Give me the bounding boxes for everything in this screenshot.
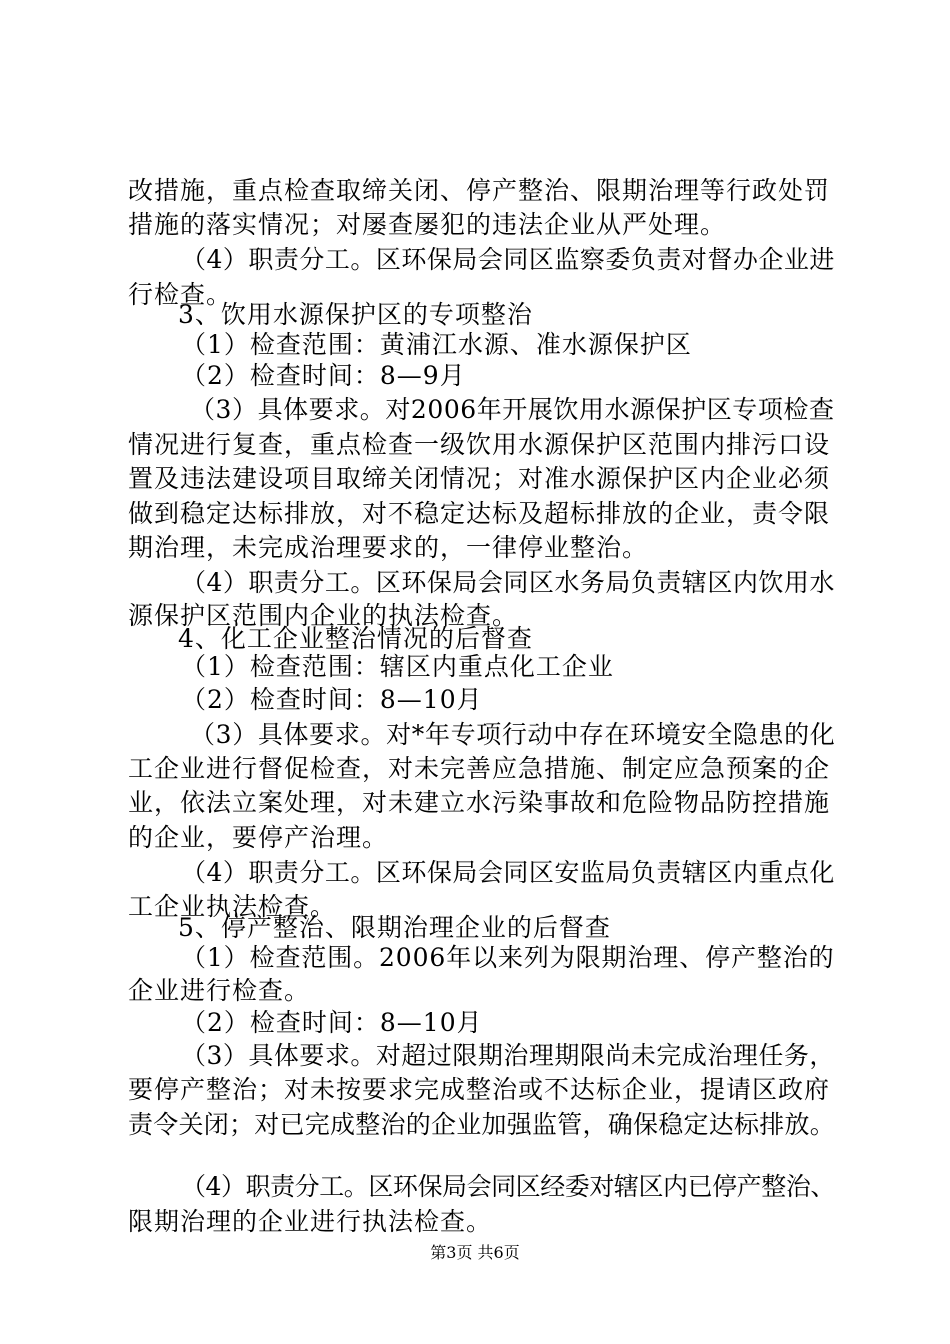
text-line: 情况进行复查，重点检查一级饮用水源保护区范围内排污口设 (128, 430, 831, 459)
text-line: （3）具体要求。对2006年开展饮用水源保护区专项检查 (190, 395, 835, 424)
text-line: 工企业进行督促检查，对未完善应急措施、制定应急预案的企 (128, 754, 831, 783)
text-line: 业，依法立案处理，对未建立水污染事故和危险物品防控措施 (128, 788, 831, 817)
text-line: 措施的落实情况；对屡查屡犯的违法企业从严处理。 (128, 210, 727, 239)
text-line: （1）检查范围：辖区内重点化工企业 (181, 652, 614, 681)
text-line: 工企业执法检查。 (128, 892, 337, 921)
text-line: 行检查。 (128, 280, 233, 309)
text-line: （1）检查范围。2006年以来列为限期治理、停产整治的 (181, 943, 835, 972)
section-heading: 5、停产整治、限期治理企业的后督查 (178, 913, 611, 942)
text-line: （4）职责分工。区环保局会同区经委对辖区内已停产整治、 (181, 1172, 835, 1201)
page-footer: 第3页 共6页 (430, 1243, 520, 1262)
text-line: （3）具体要求。对*年专项行动中存在环境安全隐患的化 (190, 720, 836, 749)
text-line: 的企业，要停产治理。 (128, 823, 389, 852)
text-line: 要停产整治；对未按要求完成整治或不达标企业，提请区政府 (128, 1075, 831, 1104)
text-line: （3）具体要求。对超过限期治理期限尚未完成治理任务， (181, 1041, 835, 1070)
text-line: （2）检查时间：8—10月 (181, 685, 483, 714)
text-line: 改措施，重点检查取缔关闭、停产整治、限期治理等行政处罚 (128, 176, 831, 205)
text-line: （2）检查时间：8—9月 (181, 361, 466, 390)
section-heading: 3、饮用水源保护区的专项整治 (178, 300, 533, 329)
text-line: （1）检查范围：黄浦江水源、准水源保护区 (181, 330, 692, 359)
text-line: （4）职责分工。区环保局会同区水务局负责辖区内饮用水 (181, 568, 835, 597)
text-line: （4）职责分工。区环保局会同区监察委负责对督办企业进 (181, 245, 835, 274)
text-line: 限期治理的企业进行执法检查。 (128, 1207, 493, 1236)
section-heading: 4、化工企业整治情况的后督查 (178, 624, 533, 653)
text-line: 做到稳定达标排放，对不稳定达标及超标排放的企业，责令限 (128, 499, 831, 528)
text-line: 期治理，未完成治理要求的，一律停业整治。 (128, 533, 649, 562)
text-line: 置及违法建设项目取缔关闭情况；对准水源保护区内企业必须 (128, 464, 831, 493)
text-line: （4）职责分工。区环保局会同区安监局负责辖区内重点化 (181, 858, 835, 887)
text-line: 源保护区范围内企业的执法检查。 (128, 601, 519, 630)
text-line: 责令关闭；对已完成整治的企业加强监管，确保稳定达标排放。 (128, 1110, 836, 1139)
text-line: 企业进行检查。 (128, 976, 311, 1005)
text-line: （2）检查时间：8—10月 (181, 1008, 483, 1037)
